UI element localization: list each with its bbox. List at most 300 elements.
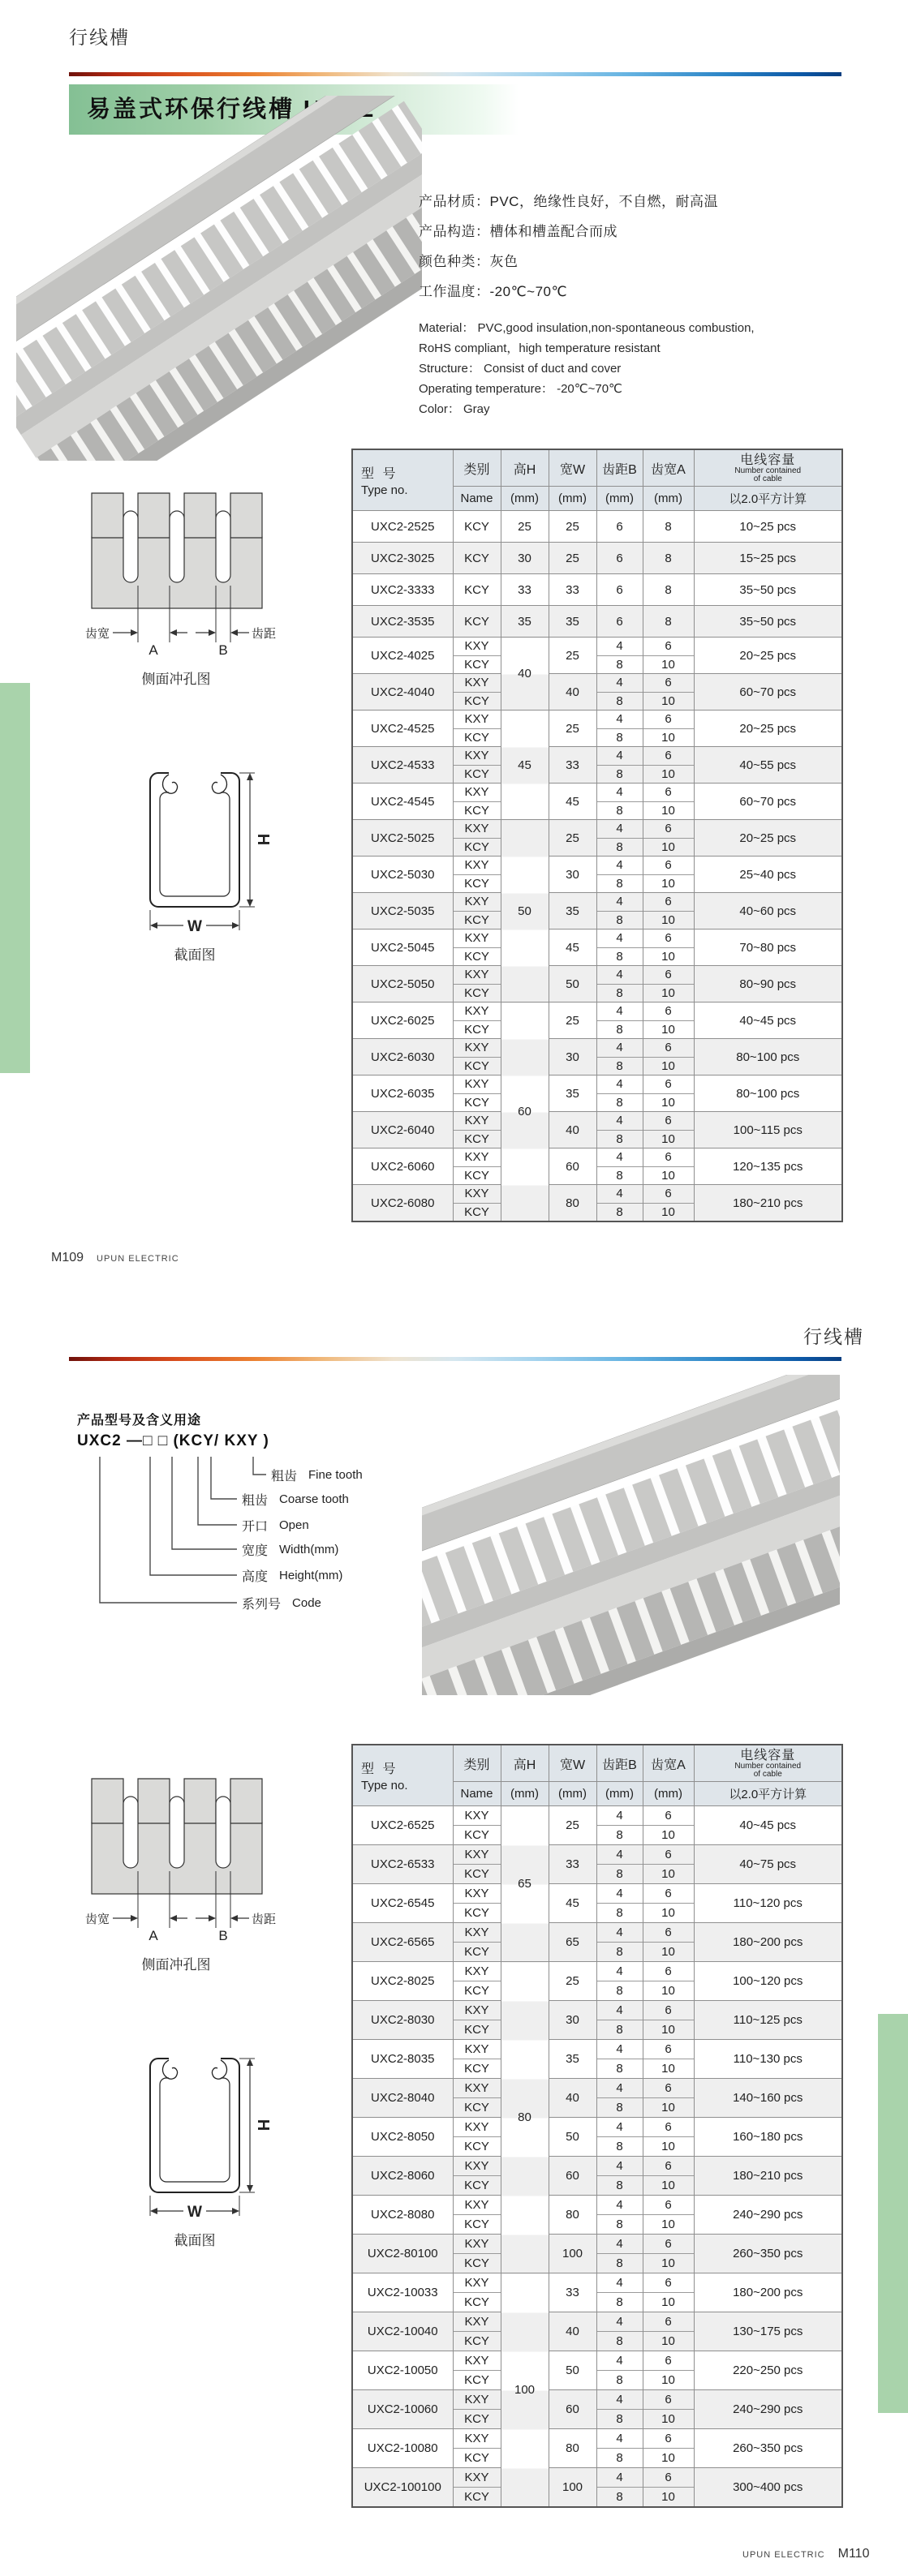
cell-width-w: 35: [549, 606, 596, 638]
cell-name: KXY KCY: [453, 784, 501, 820]
cell-width-w: 40: [549, 1112, 596, 1148]
cell-width-a: 8: [643, 543, 694, 574]
cell-name: KXY KCY: [453, 1075, 501, 1112]
cell-name: KXY KCY: [453, 893, 501, 930]
cell-capacity: 100~115 pcs: [694, 1112, 842, 1148]
cell-type-no: UXC2-6060: [352, 1148, 453, 1185]
model-label: 粗齿 Coarse tooth: [242, 1492, 349, 1508]
cell-capacity: 260~350 pcs: [694, 2429, 842, 2468]
label-a: A: [148, 642, 158, 658]
col-header-name-en: Name: [453, 487, 501, 511]
cell-pitch-b: 4 8: [596, 820, 643, 857]
table-row: [352, 574, 842, 606]
cell-capacity: 180~210 pcs: [694, 1185, 842, 1222]
table-row: [352, 2040, 842, 2079]
table-row: [352, 1039, 842, 1075]
table-row: [352, 1002, 842, 1039]
cell-type-no: UXC2-5030: [352, 857, 453, 893]
cell-pitch-b: 4 8: [596, 1923, 643, 1962]
table-row: [352, 543, 842, 574]
cell-width-a: 6 10: [643, 1845, 694, 1884]
cell-capacity: 260~350 pcs: [694, 2235, 842, 2273]
cell-width-w: 35: [549, 1075, 596, 1112]
cell-width-a: 6 10: [643, 2429, 694, 2468]
cell-width-w: 30: [549, 2001, 596, 2040]
cell-capacity: 20~25 pcs: [694, 820, 842, 857]
col-header-capacity: 电线容量 Number contained of cable: [694, 449, 842, 487]
cell-width-w: 45: [549, 784, 596, 820]
cell-height-h: 100: [501, 2273, 549, 2508]
cell-pitch-b: 4 8: [596, 2429, 643, 2468]
cell-name: KXY KCY: [453, 2351, 501, 2390]
cell-pitch-b: 4 8: [596, 1148, 643, 1185]
cell-capacity: 20~25 pcs: [694, 711, 842, 747]
cell-width-a: 6 10: [643, 1075, 694, 1112]
table-row: [352, 2079, 842, 2118]
product-photo-duct-2: [422, 1375, 840, 1695]
cell-width-w: 25: [549, 543, 596, 574]
cell-type-no: UXC2-6525: [352, 1806, 453, 1845]
cell-width-a: 6 10: [643, 1884, 694, 1923]
cell-name: KXY KCY: [453, 2429, 501, 2468]
cell-width-w: 40: [549, 2312, 596, 2351]
cell-pitch-b: 4 8: [596, 674, 643, 711]
cell-type-no: UXC2-6025: [352, 1002, 453, 1039]
spec-table-2: [351, 1744, 843, 2508]
cell-name: KXY KCY: [453, 2040, 501, 2079]
cell-type-no: UXC2-6030: [352, 1039, 453, 1075]
label-b: B: [218, 642, 228, 658]
table-row: [352, 1845, 842, 1884]
cell-name: KCY: [453, 543, 501, 574]
col-header-capacity-note: 以2.0平方计算: [694, 1782, 842, 1806]
col-header-height: 高H: [501, 449, 549, 487]
cell-pitch-b: 4 8: [596, 1806, 643, 1845]
spec-line: 工作温度：-20℃~70℃: [419, 284, 568, 299]
caption-cross-section: 截面图: [174, 2233, 216, 2248]
cell-pitch-b: 4 8: [596, 2118, 643, 2157]
cell-width-a: 6 10: [643, 2235, 694, 2273]
model-label: 宽度 Width(mm): [242, 1542, 339, 1558]
cell-type-no: UXC2-100100: [352, 2468, 453, 2508]
product-photo-duct-1: [16, 96, 422, 461]
cell-width-w: 65: [549, 1923, 596, 1962]
footer-page-number: M109: [51, 1251, 84, 1264]
table-row: [352, 638, 842, 674]
cell-width-w: 45: [549, 1884, 596, 1923]
cell-width-w: 60: [549, 1148, 596, 1185]
cell-type-no: UXC2-8025: [352, 1962, 453, 2001]
table-row: [352, 2157, 842, 2196]
label-w: W: [187, 2204, 202, 2221]
cell-height-h: 35: [501, 606, 549, 638]
cell-width-a: 6 10: [643, 1185, 694, 1222]
label-tooth-width: 齿宽: [84, 1913, 110, 1926]
label-b: B: [218, 1928, 228, 1943]
cell-name: KCY: [453, 511, 501, 543]
cell-width-a: 6 10: [643, 893, 694, 930]
cell-width-a: 8: [643, 606, 694, 638]
cell-width-w: 25: [549, 1962, 596, 2001]
cell-name: KXY KCY: [453, 2118, 501, 2157]
cell-pitch-b: 4 8: [596, 2079, 643, 2118]
col-header-mm: (mm): [643, 1782, 694, 1806]
cell-height-h: 65: [501, 1806, 549, 1962]
cell-width-w: 30: [549, 1039, 596, 1075]
model-label: 系列号 Code: [242, 1595, 321, 1612]
cell-capacity: 10~25 pcs: [694, 511, 842, 543]
table-row: [352, 2351, 842, 2390]
cell-capacity: 40~60 pcs: [694, 893, 842, 930]
cell-width-w: 40: [549, 2079, 596, 2118]
cell-width-w: 50: [549, 966, 596, 1002]
cell-width-a: 6 10: [643, 2312, 694, 2351]
cell-width-a: 6 10: [643, 711, 694, 747]
cell-width-a: 6 10: [643, 638, 694, 674]
cell-name: KXY KCY: [453, 1884, 501, 1923]
table-row: [352, 2001, 842, 2040]
cell-type-no: UXC2-6080: [352, 1185, 453, 1222]
table-row: [352, 1962, 842, 2001]
cell-width-a: 6 10: [643, 2390, 694, 2429]
cell-pitch-b: 4 8: [596, 2351, 643, 2390]
cell-name: KXY KCY: [453, 2196, 501, 2235]
cross-section-diagram: [114, 2044, 276, 2251]
cell-width-w: 45: [549, 930, 596, 966]
cell-width-w: 60: [549, 2157, 596, 2196]
cell-type-no: UXC2-10033: [352, 2273, 453, 2312]
cell-width-a: 6 10: [643, 1962, 694, 2001]
page-heading: 行线槽: [69, 27, 130, 48]
cell-width-w: 25: [549, 511, 596, 543]
cell-capacity: 180~210 pcs: [694, 2157, 842, 2196]
cell-type-no: UXC2-2525: [352, 511, 453, 543]
spec-table-1: [351, 449, 843, 1222]
cell-capacity: 60~70 pcs: [694, 674, 842, 711]
cell-width-w: 33: [549, 2273, 596, 2312]
cell-capacity: 60~70 pcs: [694, 784, 842, 820]
cell-name: KXY KCY: [453, 1845, 501, 1884]
footer-page-number: M110: [837, 2547, 870, 2561]
cell-name: KXY KCY: [453, 1112, 501, 1148]
cell-type-no: UXC2-10040: [352, 2312, 453, 2351]
cell-name: KXY KCY: [453, 966, 501, 1002]
label-tooth-width: 齿宽: [84, 627, 110, 641]
cell-pitch-b: 4 8: [596, 2040, 643, 2079]
cell-type-no: UXC2-6040: [352, 1112, 453, 1148]
cell-capacity: 140~160 pcs: [694, 2079, 842, 2118]
cell-width-w: 25: [549, 1806, 596, 1845]
label-tooth-pitch: 齿距: [252, 1913, 276, 1926]
table-row: [352, 966, 842, 1002]
cell-name: KXY KCY: [453, 1039, 501, 1075]
cell-capacity: 160~180 pcs: [694, 2118, 842, 2157]
cell-name: KXY KCY: [453, 2312, 501, 2351]
cell-name: KXY KCY: [453, 1185, 501, 1222]
cell-width-a: 6 10: [643, 1002, 694, 1039]
cell-type-no: UXC2-4025: [352, 638, 453, 674]
cell-name: KXY KCY: [453, 930, 501, 966]
cell-type-no: UXC2-10050: [352, 2351, 453, 2390]
cell-pitch-b: 6: [596, 606, 643, 638]
cell-capacity: 70~80 pcs: [694, 930, 842, 966]
rainbow-divider-bar: [69, 72, 841, 76]
cell-capacity: 35~50 pcs: [694, 574, 842, 606]
cell-type-no: UXC2-4533: [352, 747, 453, 784]
cell-pitch-b: 4 8: [596, 1962, 643, 2001]
label-a: A: [148, 1928, 158, 1943]
table-row: [352, 2235, 842, 2273]
col-header-capacity: 电线容量 Number contained of cable: [694, 1745, 842, 1782]
cell-width-w: 33: [549, 747, 596, 784]
cell-width-a: 6 10: [643, 2351, 694, 2390]
table-row: [352, 2273, 842, 2312]
cell-capacity: 35~50 pcs: [694, 606, 842, 638]
model-label: 粗齿 Fine tooth: [271, 1467, 363, 1483]
table-row: [352, 2390, 842, 2429]
cell-name: KXY KCY: [453, 1962, 501, 2001]
cell-width-a: 6 10: [643, 1148, 694, 1185]
col-header-mm: (mm): [596, 1782, 643, 1806]
cell-width-a: 8: [643, 574, 694, 606]
cell-pitch-b: 4 8: [596, 857, 643, 893]
table-row: [352, 2429, 842, 2468]
model-diagram-title: 产品型号及含义用途: [77, 1414, 202, 1428]
cell-type-no: UXC2-5025: [352, 820, 453, 857]
cell-type-no: UXC2-5045: [352, 930, 453, 966]
cell-pitch-b: 4 8: [596, 2468, 643, 2508]
cell-height-h: 30: [501, 543, 549, 574]
cell-type-no: UXC2-8035: [352, 2040, 453, 2079]
col-header-width-a: 齿宽A: [643, 1745, 694, 1782]
green-accent-strip: [878, 2014, 908, 2413]
cell-width-w: 30: [549, 857, 596, 893]
table-row: [352, 893, 842, 930]
col-header-mm: (mm): [501, 487, 549, 511]
model-designation-diagram: [24, 1403, 365, 1630]
col-header-mm: (mm): [643, 487, 694, 511]
cell-width-w: 80: [549, 2429, 596, 2468]
cell-type-no: UXC2-80100: [352, 2235, 453, 2273]
cell-name: KXY KCY: [453, 2235, 501, 2273]
label-h: H: [254, 833, 272, 846]
col-header-mm: (mm): [549, 487, 596, 511]
cell-capacity: 240~290 pcs: [694, 2196, 842, 2235]
col-header-name-zh: 类别: [453, 449, 501, 487]
cell-width-a: 6 10: [643, 1923, 694, 1962]
caption-side-view: 侧面冲孔图: [141, 1957, 211, 1973]
spec-line: 产品构造：槽体和槽盖配合而成: [419, 224, 618, 239]
cell-pitch-b: 4 8: [596, 747, 643, 784]
cell-pitch-b: 4 8: [596, 966, 643, 1002]
cell-type-no: UXC2-6565: [352, 1923, 453, 1962]
cell-type-no: UXC2-4525: [352, 711, 453, 747]
table-row: [352, 2312, 842, 2351]
cell-width-w: 50: [549, 2118, 596, 2157]
spec-line: Material： PVC,good insulation,non-spontaneous combustion,: [419, 321, 755, 335]
col-header-name-zh: 类别: [453, 1745, 501, 1782]
table-row: [352, 1806, 842, 1845]
cell-width-a: 6 10: [643, 930, 694, 966]
page-m110: [0, 1298, 908, 2576]
table-row: [352, 606, 842, 638]
cross-section-diagram: [114, 758, 276, 965]
cell-capacity: 180~200 pcs: [694, 2273, 842, 2312]
table-header: [352, 1745, 842, 1806]
cell-pitch-b: 6: [596, 511, 643, 543]
cell-capacity: 240~290 pcs: [694, 2390, 842, 2429]
cell-capacity: 130~175 pcs: [694, 2312, 842, 2351]
cell-capacity: 110~120 pcs: [694, 1884, 842, 1923]
cell-width-a: 6 10: [643, 2196, 694, 2235]
cell-capacity: 110~125 pcs: [694, 2001, 842, 2040]
cell-name: KXY KCY: [453, 2390, 501, 2429]
cell-pitch-b: 4 8: [596, 930, 643, 966]
tooth-profile-diagram: [77, 1772, 276, 1983]
cell-type-no: UXC2-4545: [352, 784, 453, 820]
spec-list-zh: [419, 187, 718, 307]
spec-line: RoHS compliant，high temperature resistant: [419, 341, 661, 355]
table-row: [352, 784, 842, 820]
cell-name: KXY KCY: [453, 1806, 501, 1845]
cell-pitch-b: 4 8: [596, 1039, 643, 1075]
cell-capacity: 80~100 pcs: [694, 1039, 842, 1075]
col-header-type: 型 号 Type no.: [352, 1745, 453, 1806]
cell-width-w: 60: [549, 2390, 596, 2429]
cell-pitch-b: 4 8: [596, 711, 643, 747]
product-title-banner: 易盖式环保行线槽 UXC2: [69, 84, 519, 135]
label-tooth-pitch: 齿距: [252, 627, 276, 641]
cell-type-no: UXC2-3535: [352, 606, 453, 638]
cell-capacity: 180~200 pcs: [694, 1923, 842, 1962]
table-row: [352, 2196, 842, 2235]
cell-name: KXY KCY: [453, 638, 501, 674]
cell-capacity: 220~250 pcs: [694, 2351, 842, 2390]
cell-pitch-b: 4 8: [596, 2235, 643, 2273]
table-row: [352, 930, 842, 966]
cell-capacity: 40~45 pcs: [694, 1806, 842, 1845]
cell-width-w: 80: [549, 1185, 596, 1222]
rainbow-divider-bar: [69, 1357, 841, 1361]
cell-type-no: UXC2-8050: [352, 2118, 453, 2157]
model-label: 高度 Height(mm): [242, 1568, 343, 1584]
cell-height-h: 60: [501, 1002, 549, 1222]
spec-list-en: [419, 318, 755, 419]
cell-capacity: 100~120 pcs: [694, 1962, 842, 2001]
cell-width-w: 25: [549, 638, 596, 674]
table-row: [352, 2118, 842, 2157]
cell-width-w: 80: [549, 2196, 596, 2235]
cell-name: KXY KCY: [453, 1002, 501, 1039]
cell-width-a: 6 10: [643, 1039, 694, 1075]
cell-pitch-b: 6: [596, 543, 643, 574]
cell-name: KXY KCY: [453, 747, 501, 784]
footer-brand: UPUN ELECTRIC: [742, 2550, 825, 2560]
cell-pitch-b: 4 8: [596, 2157, 643, 2196]
page-footer: [742, 2547, 869, 2561]
cell-pitch-b: 4 8: [596, 2196, 643, 2235]
cell-height-h: 40: [501, 638, 549, 711]
cell-type-no: UXC2-10060: [352, 2390, 453, 2429]
cell-pitch-b: 4 8: [596, 784, 643, 820]
cell-width-a: 6 10: [643, 2157, 694, 2196]
page-footer: [51, 1251, 179, 1265]
col-header-name-en: Name: [453, 1782, 501, 1806]
cell-height-h: 33: [501, 574, 549, 606]
col-header-height: 高H: [501, 1745, 549, 1782]
table-row: [352, 820, 842, 857]
col-header-type: 型 号 Type no.: [352, 449, 453, 511]
cell-width-a: 6 10: [643, 857, 694, 893]
cell-pitch-b: 4 8: [596, 2273, 643, 2312]
cell-name: KCY: [453, 574, 501, 606]
cell-pitch-b: 4 8: [596, 638, 643, 674]
cell-capacity: 25~40 pcs: [694, 857, 842, 893]
cell-type-no: UXC2-5050: [352, 966, 453, 1002]
table-row: [352, 711, 842, 747]
cell-type-no: UXC2-8080: [352, 2196, 453, 2235]
cell-name: KXY KCY: [453, 711, 501, 747]
cell-name: KXY KCY: [453, 2079, 501, 2118]
cell-name: KXY KCY: [453, 857, 501, 893]
cell-type-no: UXC2-6533: [352, 1845, 453, 1884]
cell-pitch-b: 4 8: [596, 1185, 643, 1222]
cell-width-w: 25: [549, 711, 596, 747]
cell-capacity: 15~25 pcs: [694, 543, 842, 574]
col-header-pitch-b: 齿距B: [596, 1745, 643, 1782]
cell-capacity: 40~45 pcs: [694, 1002, 842, 1039]
cell-width-w: 25: [549, 1002, 596, 1039]
cell-name: KXY KCY: [453, 2273, 501, 2312]
cell-pitch-b: 6: [596, 574, 643, 606]
cell-type-no: UXC2-3333: [352, 574, 453, 606]
model-formula: UXC2 —□ □ (KCY/ KXY ): [77, 1432, 269, 1449]
cell-height-h: 80: [501, 1962, 549, 2273]
cell-width-a: 6 10: [643, 2001, 694, 2040]
cell-width-a: 6 10: [643, 784, 694, 820]
table-header: [352, 449, 842, 511]
cell-width-w: 33: [549, 1845, 596, 1884]
cell-width-w: 25: [549, 820, 596, 857]
label-w: W: [187, 918, 202, 935]
cell-width-a: 8: [643, 511, 694, 543]
label-h: H: [254, 2119, 272, 2132]
col-header-capacity-note: 以2.0平方计算: [694, 487, 842, 511]
table-row: [352, 1884, 842, 1923]
caption-cross-section: 截面图: [174, 947, 216, 963]
cell-width-a: 6 10: [643, 2079, 694, 2118]
cell-type-no: UXC2-6035: [352, 1075, 453, 1112]
cell-name: KXY KCY: [453, 2468, 501, 2508]
table-row: [352, 511, 842, 543]
cell-width-w: 35: [549, 2040, 596, 2079]
cell-name: KXY KCY: [453, 1148, 501, 1185]
cell-capacity: 80~90 pcs: [694, 966, 842, 1002]
cell-height-h: 50: [501, 820, 549, 1002]
cell-height-h: 45: [501, 711, 549, 820]
spec-line: Color： Gray: [419, 402, 490, 416]
cell-width-a: 6 10: [643, 2468, 694, 2508]
cell-width-a: 6 10: [643, 674, 694, 711]
spec-line: Operating temperature： -20℃~70℃: [419, 382, 622, 396]
table-row: [352, 2468, 842, 2508]
cell-pitch-b: 4 8: [596, 1845, 643, 1884]
caption-side-view: 侧面冲孔图: [141, 672, 211, 687]
cell-type-no: UXC2-8030: [352, 2001, 453, 2040]
model-label: 开口 Open: [242, 1518, 309, 1534]
table-row: [352, 747, 842, 784]
cell-pitch-b: 4 8: [596, 1884, 643, 1923]
